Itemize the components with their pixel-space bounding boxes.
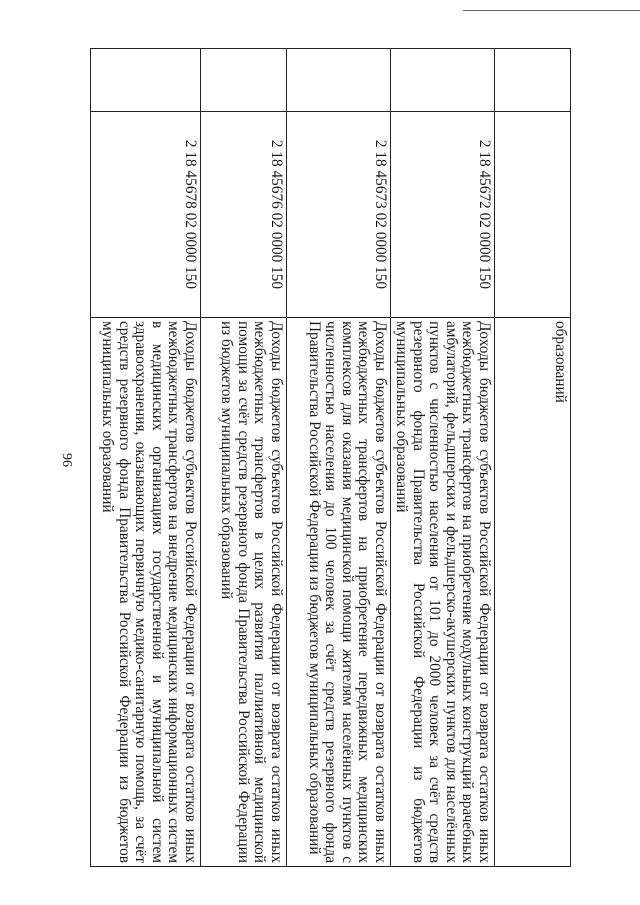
table-row: [91, 49, 201, 867]
header-rule: [463, 10, 640, 11]
continuation-text: образований: [495, 318, 571, 867]
table-row: [495, 49, 571, 867]
revenue-description: Доходы бюджетов субъектов Российской Федерации от возврата остатков иных межбюджетных трансфертов на приобретение модульных конструкций врачебных амбулаторий, фельдшерских и фельдшерско-акушерских пунктов для населённых пунктов с численностью населения от 101 до 2000 человек за счёт средств резервного фонда Правительства Российской Федерации из бюджетов муниципальных образований: [391, 318, 495, 867]
budget-code: 2 18 45673 02 0000 150: [287, 112, 391, 318]
table-row: [201, 49, 287, 867]
budget-code: 2 18 45672 02 0000 150: [391, 112, 495, 318]
page-number: 96: [59, 453, 74, 467]
table-cell-empty: [495, 112, 571, 318]
budget-code: 2 18 45678 02 0000 150: [91, 112, 201, 318]
table-cell-empty: [201, 49, 287, 112]
revenue-description: Доходы бюджетов субъектов Российской Федерации от возврата остатков иных межбюджетных трансфертов на приобретение передвижных медицинских комплексов для оказания медицинской помощи жителям населённых пунктов с численностью населения до 100 человек за счёт средств резервного фонда Правительства Российской Федерации из бюджетов муниципальных образований: [287, 318, 391, 867]
table-cell-empty: [391, 49, 495, 112]
table-cell-empty: [91, 49, 201, 112]
table-cell-empty: [287, 49, 391, 112]
budget-revenue-table: [90, 48, 571, 867]
table-row: [391, 49, 495, 867]
rotated-page: [93, 48, 571, 866]
revenue-description: Доходы бюджетов субъектов Российской Федерации от возврата остатков иных межбюджетных трансфертов на внедрение медицинских информационных систем в медицинских организациях государственной и муниципальной систем здравоохранения, оказывающих первичную медико-санитарную помощь, за счёт средств резервного фонда Правительства Российской Федерации из бюджетов муниципальных образований: [91, 318, 201, 867]
table-row: [287, 49, 391, 867]
table-cell-empty: [495, 49, 571, 112]
revenue-description: Доходы бюджетов субъектов Российской Федерации от возврата остатков иных межбюджетных трансфертов в целях развития паллиативной медицинской помощи за счёт средств резервного фонда Правительства Российской Федерации из бюджетов муниципальных образований: [201, 318, 287, 867]
budget-code: 2 18 45676 02 0000 150: [201, 112, 287, 318]
